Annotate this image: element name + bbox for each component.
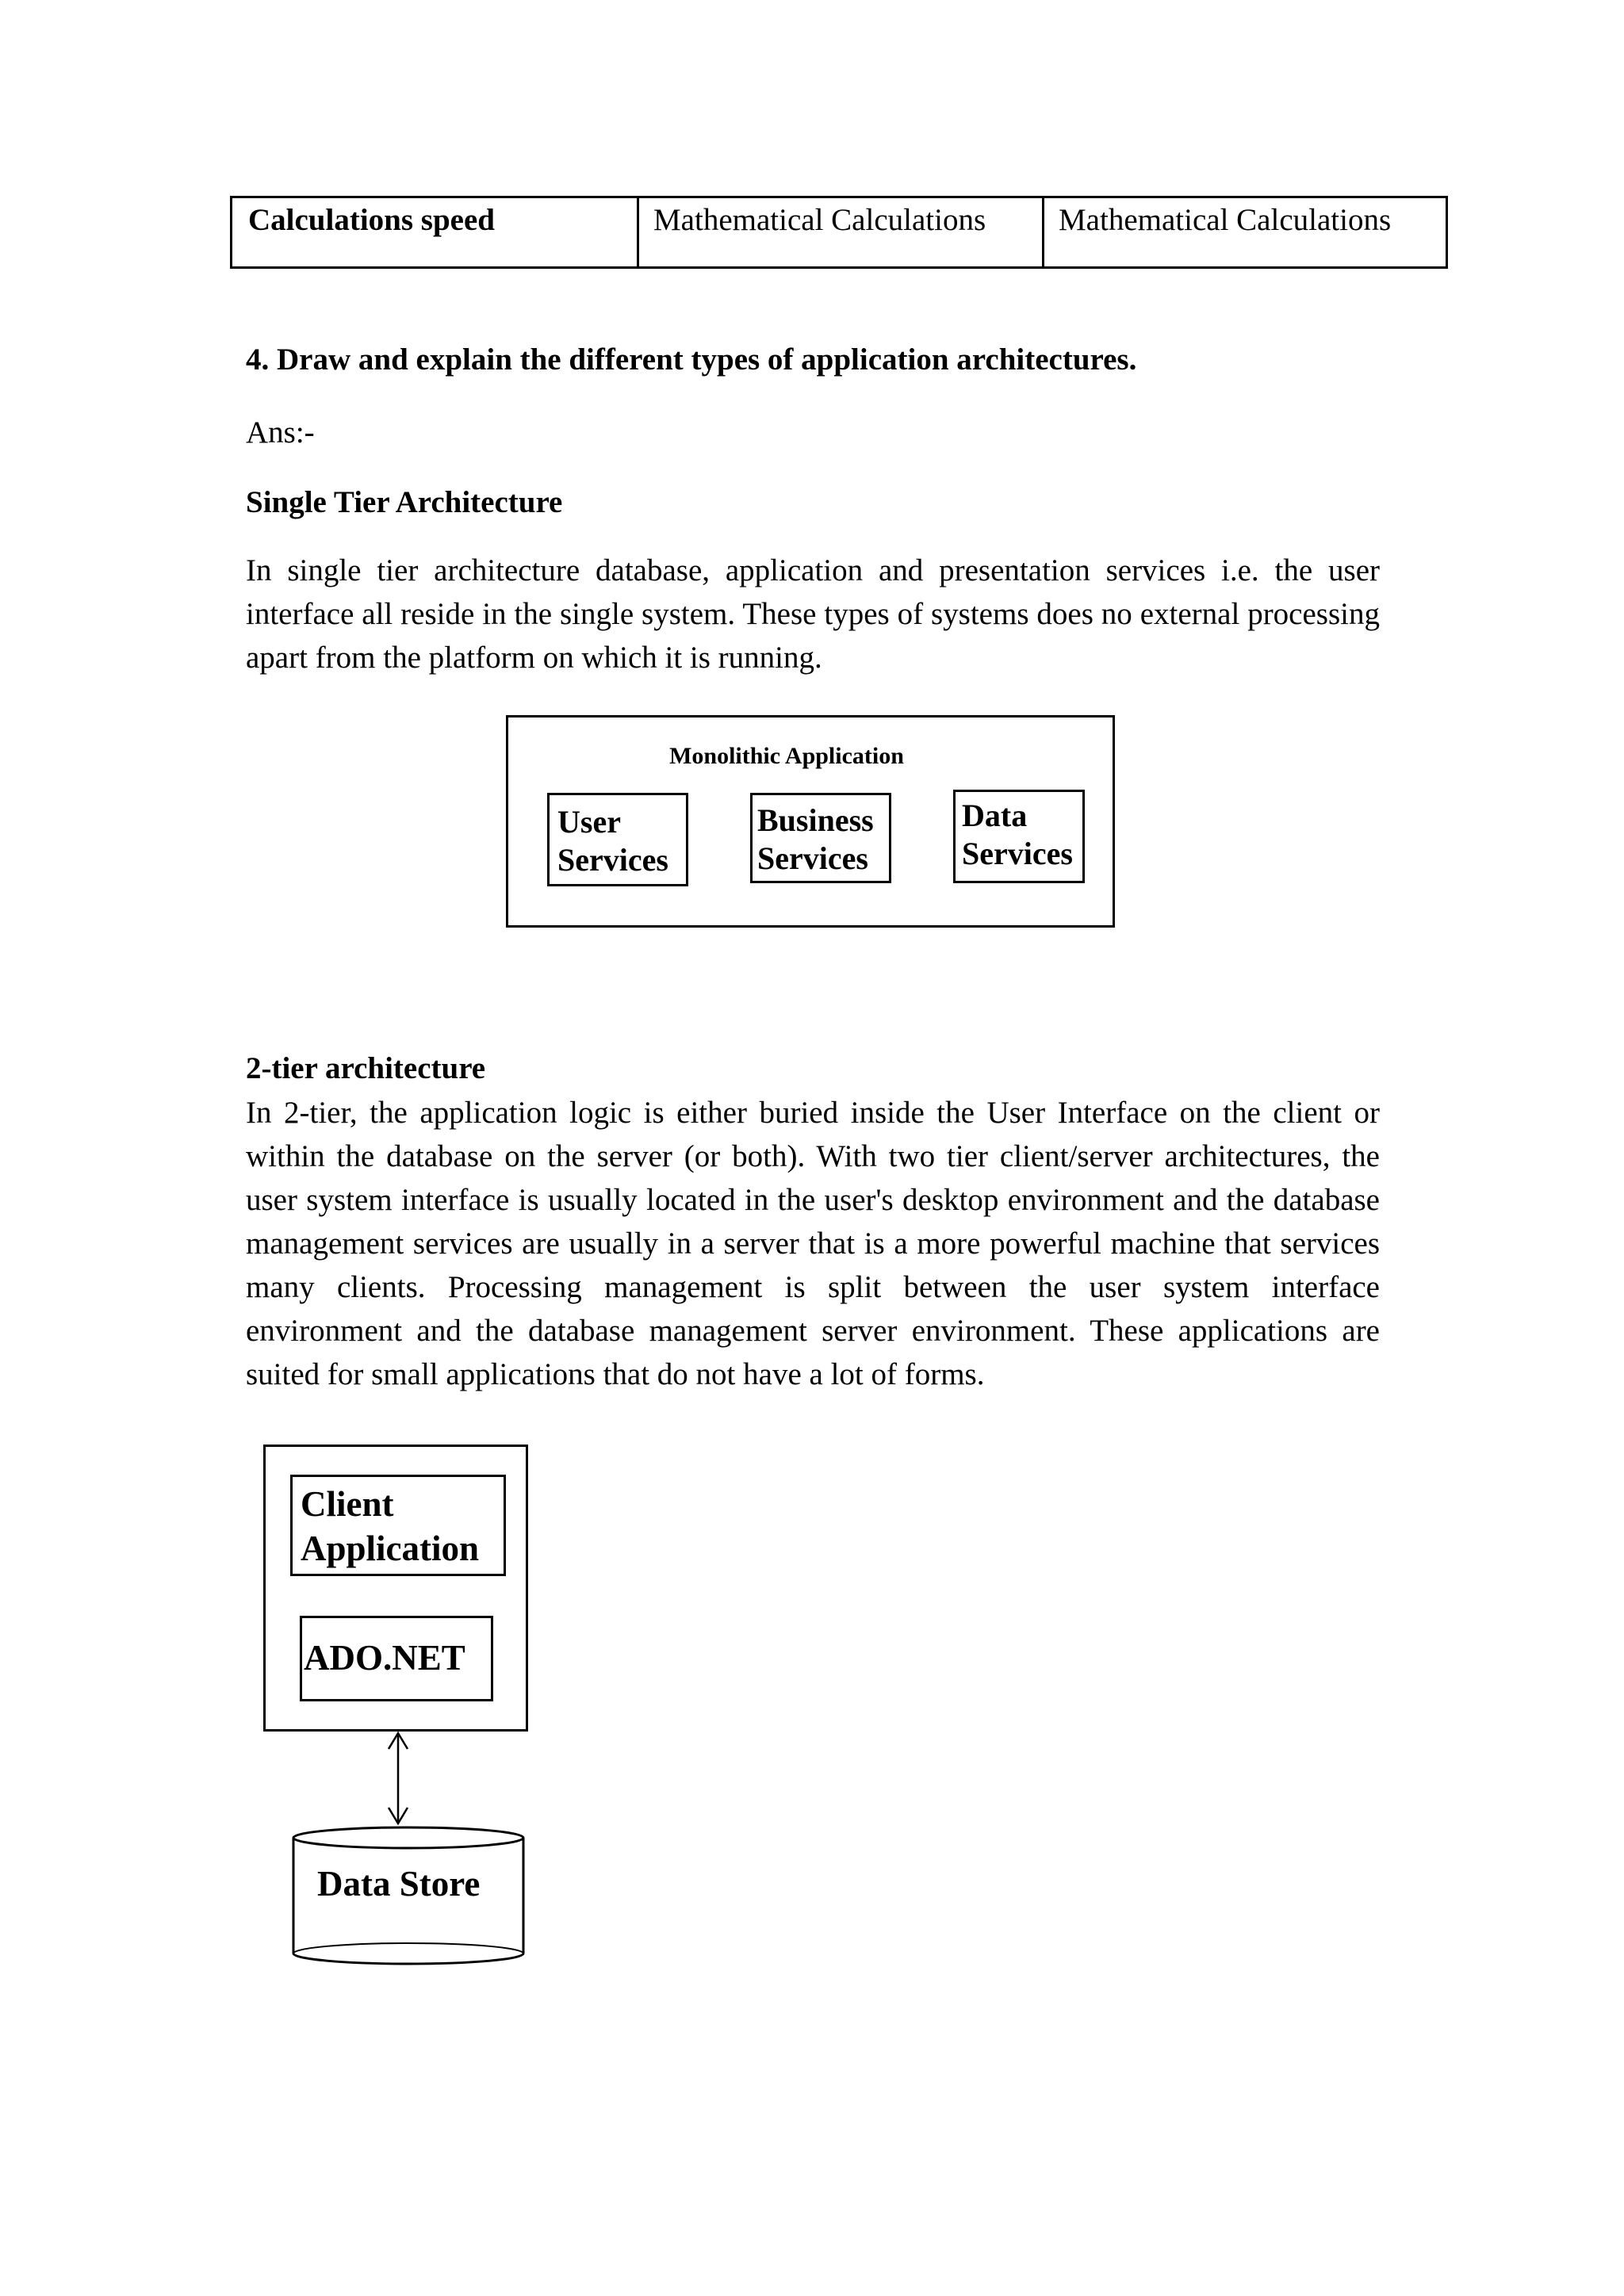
answer-label: Ans:- <box>246 415 315 450</box>
box-label-line: Data <box>962 798 1028 833</box>
box-label-line: Application <box>301 1529 480 1568</box>
table-cell-value: Mathematical Calculations <box>1044 197 1447 268</box>
single-tier-paragraph: In single tier architecture database, application and presentation services i.e. the user interface all reside in the single system. These types of systems does no external processing apart from the platform on which it is running. <box>246 553 1380 675</box>
ado-net-box: ADO.NET <box>300 1616 493 1701</box>
box-label-line: Business <box>757 802 874 838</box>
box-label-line: Services <box>962 836 1073 871</box>
table-cell-value: Mathematical Calculations <box>638 197 1044 268</box>
two-tier-heading: 2-tier architecture <box>246 1051 486 1085</box>
single-tier-heading: Single Tier Architecture <box>246 485 563 519</box>
data-store-label: Data Store <box>317 1864 481 1904</box>
monolithic-title: Monolithic Application <box>669 743 904 769</box>
box-label-line: Services <box>757 840 868 876</box>
table-cell-feature: Calculations speed <box>232 197 638 268</box>
box-label-line: Services <box>557 842 668 878</box>
two-tier-paragraph: In 2-tier, the application logic is either buried inside the User Interface on the client or within the database on the server (or both). With two tier client/server architectures, the user system interface is usually located in the user's desktop environment and the database management services are usually in a server that is a more powerful machine that services many clients. Processing management is split between the user system interface environment and the database management server environment. These applications are suited for small applications that do not have a lot of forms. <box>246 1096 1380 1391</box>
box-label-line: User <box>557 804 621 840</box>
box-label-line: Client <box>301 1484 394 1524</box>
question-heading: 4. Draw and explain the different types of application architectures. <box>246 342 1137 377</box>
